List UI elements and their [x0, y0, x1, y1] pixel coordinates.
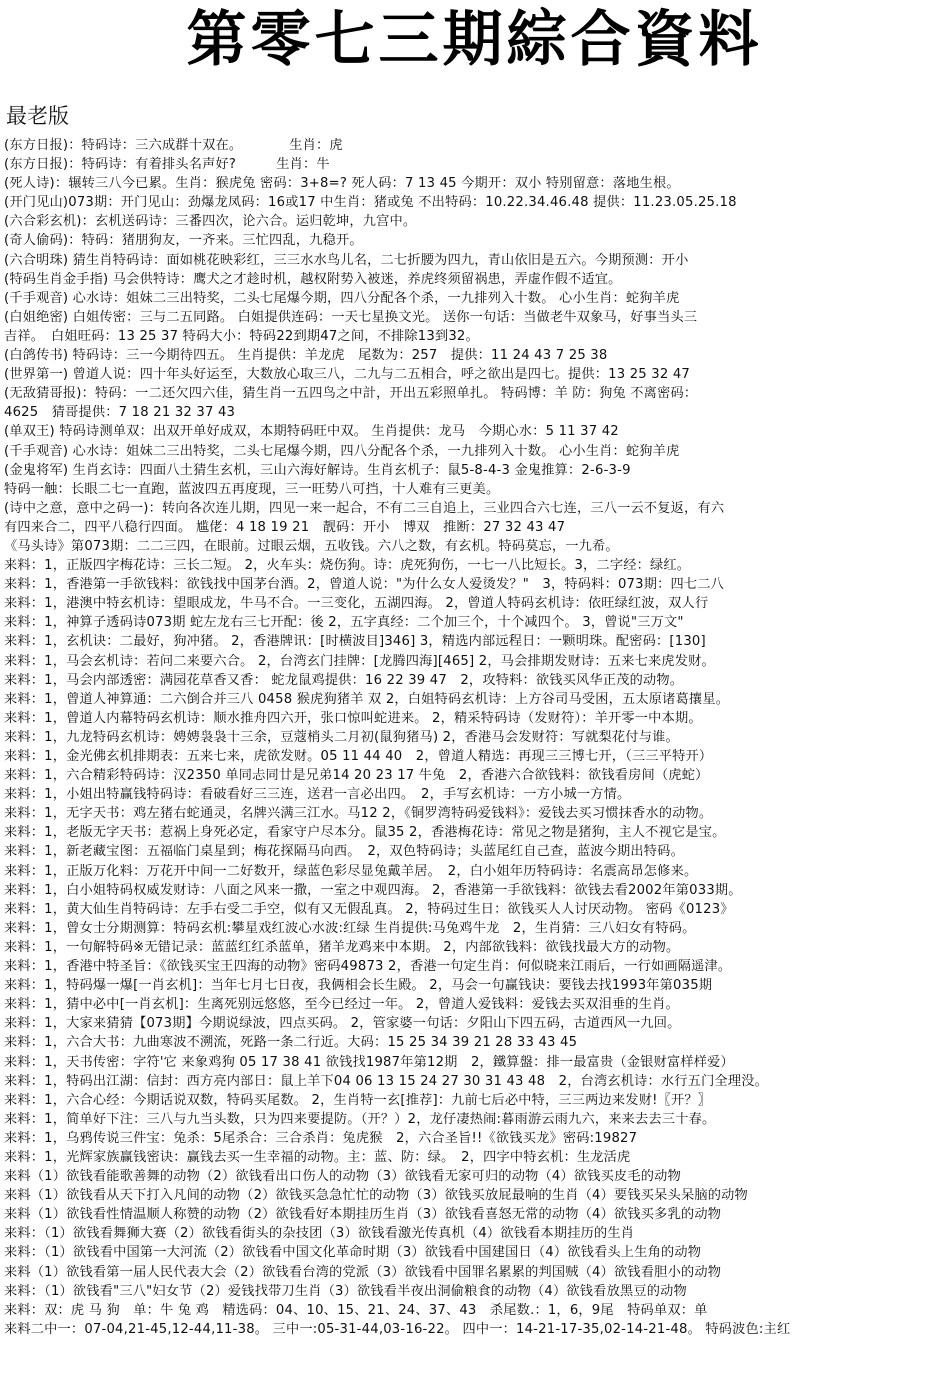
text-line: 来料：1，简单好下注：三八与九当头数，只为四来要提防。（开？）2，龙仔凄热闹:暮雨游云雨九六，来来去去三十春。: [4, 1111, 716, 1127]
text-line: (单双王) 特码诗测单双：出双开单好成双，本期特码旺中双。 生肖提供：龙马 今期心水：5 11 37 42: [4, 424, 619, 440]
text-line: (无敌猜哥报)：特码：一二还欠四六佳，猜生肖一五四鸟之中計，开出五彩照单扎。 特码博：羊 防：狗兔 不离密码：: [4, 386, 698, 402]
text-line: 来料（1）欲钱看从天下打入凡间的动物（2）欲钱买急急忙忙的动物（3）欲钱买放屁最响的生肖（4）要钱买呆头呆脑的动物: [4, 1188, 748, 1204]
text-line: (白姐绝密) 白姐传密：三与二五同路。 白姐提供连码：一天七星换文光。 送你一句话：当做老牛双象马，好事当头三: [4, 309, 698, 325]
text-line: (六合明珠) 猜生肖特码诗：面如桃花映彩红，三三水水鸟儿名，二七折腰为四九，青山依旧是五六。今期预测：开小: [4, 252, 689, 268]
text-line: (开门见山)073期：开门见山：劲爆龙凤码：16或17 中生肖：猪或兔 不出特码：10.22.34.46.48 提供：11.23.05.25.18: [4, 195, 737, 211]
text-line: 来料：1，曾道人神算通：二六倒合并三八 0458 猴虎狗猪羊 双 2，白姐特码玄机诗：上方谷司马受困，五太原诸葛攘星。: [4, 691, 730, 707]
text-line: 来料：1，新老藏宝图：五福临门桌星到；梅花探隔马向西。 2，双色特码诗；头蓝尾红自己查，蓝波今期出特码。: [4, 844, 684, 860]
text-line: 来料：1，天书传密：字符'它 来象鸡狗 05 17 38 41 欲钱找1987年第12期 2，鐵算盤：排一最富贵（金银财富样样爱）: [4, 1054, 734, 1070]
text-line: 来料：1，马会玄机诗：若问二来要六合。 2，台湾玄门挂牌：[龙腾四海][465] 2，马会排期发财诗：五来七来虎发财。: [4, 653, 715, 669]
text-line: 来料：1，白小姐特码权威发财诗：八面之风来一撒，一室之中观四海。 2，香港第一手欲钱料：欲钱去看2002年第033期。: [4, 882, 742, 898]
text-line: 来料：1，小姐出特赢钱特码诗：看破看好三三连，送君一言必出四。 2，手写玄机诗：一方小城一方情。: [4, 787, 631, 803]
text-line: 来料：1，无字天书：鸡左猪右蛇通灵，名牌兴满三江水。马12 2，《铜罗湾特码爱钱料》：爱钱去买习惯抹香水的动物。: [4, 806, 713, 822]
text-line: 来料：1，特码出江湖：信封：西方亮内部日：鼠上羊下04 06 13 15 24 27 30 31 43 48 2，台湾玄机诗：水行五门全理没。: [4, 1073, 769, 1089]
text-line: 来料（1）欲钱看能歌善舞的动物（2）欲钱看出口伤人的动物（3）欲钱看无家可归的动物（4）欲钱买皮毛的动物: [4, 1169, 681, 1185]
text-line: 来料：1，大家来猜猜【073期】今期说绿波，四点买码。 2，管家婆一句话：夕阳山下四五码，古道西风一九回。: [4, 1016, 681, 1032]
text-line: 来料：（1）欲钱看中国第一大河流（2）欲钱看中国文化革命时期（3）欲钱看中国建国日（4）欲钱看头上生角的动物: [4, 1245, 702, 1261]
text-line: 来料：1，金光佛玄机排期表：五来七来，虎欲发财。05 11 44 40 2，曾道人精选：再现三三博七开，（三三平特开）: [4, 749, 713, 764]
text-line: 来料（1）欲钱看性情温顺人称赞的动物（2）欲钱看好本期挂历生肖（3）欲钱看喜怒无常的动物（4）欲钱买多乳的动物: [4, 1207, 722, 1223]
text-line: 《马头诗》第073期：二二三四，在眼前。过眼云烟，五收钱。六八之数，有玄机。特码莫忘，一九希。: [4, 538, 619, 554]
text-line: (白鸽传书) 特码诗：三一今期待四五。 生肖提供：羊龙虎 尾数为：257 提供：11 24 43 7 25 38: [4, 348, 608, 364]
text-line: 来料：1，光辉家族赢钱密诀：赢钱去买一生幸福的动物。主：蓝、防：绿。 2，四字中特玄机：生龙活虎: [4, 1149, 631, 1165]
text-line: 来料二中一：07-04,21-45,12-44,11-38。 三中一:05-31-44,03-16-22。 四中一：14-21-17-35,02-14-21-48。 特码波色:主红: [4, 1321, 791, 1337]
text-line: 来料：1，九龙特码玄机诗：娉娉袅袅十三余，豆蔻梢头二月初(鼠狗猪马) 2，香港马会发财符：写就梨花付与谁。: [4, 729, 679, 745]
text-line: 来料：1，一句解特码※无错记录：蓝蓝红红杀蓝单，猪羊龙鸡来中本期。 2，内部欲钱料：欲钱找最大方的动物。: [4, 939, 680, 955]
text-line: 来料：1，老版无字天书：惹祸上身死必定，看家守户尽本分。鼠35 2，香港梅花诗：常见之物是猪狗，主人不视它是宝。: [4, 825, 726, 841]
text-line: (六合彩玄机)：玄机送码诗：三番四次，论六合。运归乾坤，九宫中。: [4, 214, 417, 230]
text-line: 4625 猜哥提供：7 18 21 32 37 43: [4, 405, 236, 421]
text-line: (东方日报)：特码诗：有着排头名声好? 生肖：牛: [4, 157, 330, 173]
text-line: 来料：1，正版四字梅花诗：三长二短。 2，火车头：烧伤狗。诗：虎死狗伤，一七一八比短长。3，二字经：绿红。: [4, 558, 691, 574]
text-line: (东方日报)：特码诗：三六成群十双在。 生肖：虎: [4, 138, 343, 153]
content-lines: [4, 136, 946, 1339]
text-line: 来料：1，香港中特圣旨：《欲钱买宝王四海的动物》密码49873 2，香港一句定生肖：何似晓来江雨后，一行如画隔遥津。: [4, 959, 732, 975]
text-line: 来料：1，六合心经：今期话说双数，特码买尾数。 2，生肖特一玄[推荐]：九前七后必中特，三三两边来发财!〖开？〗: [4, 1092, 712, 1108]
text-line: (千手观音) 心水诗：姐妹二三出特奖，二头七尾爆今期，四八分配各个杀，一九排列入十数。 心小生肖：蛇狗羊虎: [4, 290, 680, 306]
text-line: (世界第一) 曾道人说：四十年头好运至，大数放心取三八，二九与二五相合，呼之欲出是四七。提供：13 25 32 47: [4, 367, 691, 383]
text-line: (金鬼将军) 生肖玄诗：四面八土猜生玄机，三山六海好解诗。生肖玄机子：鼠5-8-4-3 金鬼推算：2-6-3-9: [4, 462, 631, 478]
text-line: (奇人偷码)：特码：猪朋狗友，一齐来。三忙四乱，九稳开。: [4, 233, 363, 249]
edition-label: 最老版: [6, 104, 69, 128]
text-line: 来料：1，六合大书：九曲寒波不溯流，死路一条二行近。大码：15 25 34 39 21 28 33 43 45: [4, 1035, 578, 1051]
text-line: 来料：（1）欲钱看"三八"妇女节（2）爱钱找带刀生肖（3）欲钱看半夜出洞偷粮食的动物（4）欲钱看放黑豆的动物: [4, 1283, 687, 1299]
text-line: 来料：1，曾女士分期测算：特码玄机:攀星戏红波心水波:红绿 生肖提供:马兔鸡牛龙 2，生肖猜：三八妇女有特码。: [4, 920, 696, 936]
text-line: (诗中之意，意中之码一)：转向各次连儿期，四见一来一起合，不有二三自追上，三业四合六七连，三八一云不复返，有六: [4, 500, 725, 516]
text-line: 来料：双：虎 马 狗 单：牛 兔 鸡 精选码：04、10、15、21、24、37、43 杀尾数.：1，6，9尾 特码单双：单: [4, 1302, 708, 1318]
page-title: 第零七三期綜合資料: [186, 5, 763, 75]
text-line: 来料：1，正版万化料：万花开中间一二好数开，绿蓝色彩尽显兔戴羊居。 2，白小姐年历特码诗：名震高昂怎修来。: [4, 863, 698, 879]
text-line: (特码生肖金手指) 马会供特诗：鹰犬之才趁时机，越权附势入被迷，养虎终须留祸患，弄虚作假不适宜。: [4, 271, 622, 287]
text-line: 来料：1，港澳中特玄机诗：望眼成龙，牛马不合。一三变化，五湖四海。 2，曾道人特码玄机诗：依旺绿红波，双人行: [4, 596, 709, 612]
text-line: 特码一触：长眼二七一直跑，蓝波四五再度现，三一旺势八可挡，十人难有三更美。: [4, 481, 500, 497]
text-line: 吉祥。 白姐旺码：13 25 37 特码大小：特码22到期47之间，不排除13到32。: [4, 328, 479, 344]
text-line: 来料：1，六合精彩特码诗：汉2350 单同忐同廿是兄弟14 20 23 17 牛兔 2，香港六合欲钱料：欲钱看房间（虎蛇）: [4, 768, 709, 784]
text-line: 来料：1，黄大仙生肖特码诗：左手右受二手空，似有又无假乱真。 2，特码过生日：欲钱买人人讨厌动物。 密码《0123》: [4, 901, 734, 917]
text-line: 来料：1，神算子透码诗073期 蛇左龙右三七开配：後 2，五字真经：二个加三个，十个减四个。 3，曾说"三万文": [4, 615, 684, 631]
text-line: 来料（1）欲钱看第一届人民代表大会（2）欲钱看台湾的党派（3）欲钱看中国罪名累累的判国贼（4）欲钱看胆小的动物: [4, 1264, 722, 1280]
text-line: 来料：1，玄机诀：二最好，狗冲猪。 2，香港牌讯：[时横波目]346] 3，精选内部远程日：一颗明珠。配密码：[130]: [4, 634, 706, 650]
text-line: 来料：1，特码爆一爆[一肖玄机]：当年七月七日夜，我俩相会长生殿。 2，马会一句赢钱诀：要钱去找1993年第035期: [4, 978, 713, 994]
text-line: 有四来合二，四平八稳行四面。 尴佬：4 18 19 21 靓码：开小 博双 推断：27 32 43 47: [4, 519, 566, 535]
text-line: 来料：1，猜中必中[一肖玄机]：生离死别远悠悠，至今已经过一年。 2，曾道人爱钱料：爱钱去买双泪垂的生肖。: [4, 997, 679, 1013]
text-line: 来料：1，马会内部透密：满园花草香又香： 蛇龙鼠鸡提供：16 22 39 47 2，攻特料：欲钱买风华正茂的动物。: [4, 672, 684, 688]
text-line: 来料：（1）欲钱看舞狮大赛（2）欲钱看街头的杂技团（3）欲钱看激光传真机（4）欲钱看本期挂历的生肖: [4, 1226, 635, 1242]
text-line: 来料：1，曾道人内幕特码玄机诗：顺水推舟四六开，张口惊叫蛇进来。 2，精采特码诗（发财符）：羊开零一中本期。: [4, 710, 702, 726]
text-line: 来料：1，香港第一手欲钱料：欲钱找中国茅台酒。2，曾道人说："为什么女人爱烫发？" 3，特码料：073期：四七二八: [4, 577, 725, 593]
text-line: (死人诗)：辗转三八今已累。生肖：猴虎兔 密码：3+8=? 死人码：7 13 45 今期开：双小 特别留意：落地生根。: [4, 176, 680, 192]
text-line: (千手观音) 心水诗：姐妹二三出特奖，二头七尾爆今期，四八分配各个杀，一九排列入十数。 心小生肖：蛇狗羊虎: [4, 443, 680, 459]
text-line: 来料：1，乌鸦传说三件宝：兔杀：5尾杀合：三合杀肖：兔虎猴 2，六合圣旨!!《欲钱买龙》密码:19827: [4, 1130, 638, 1146]
